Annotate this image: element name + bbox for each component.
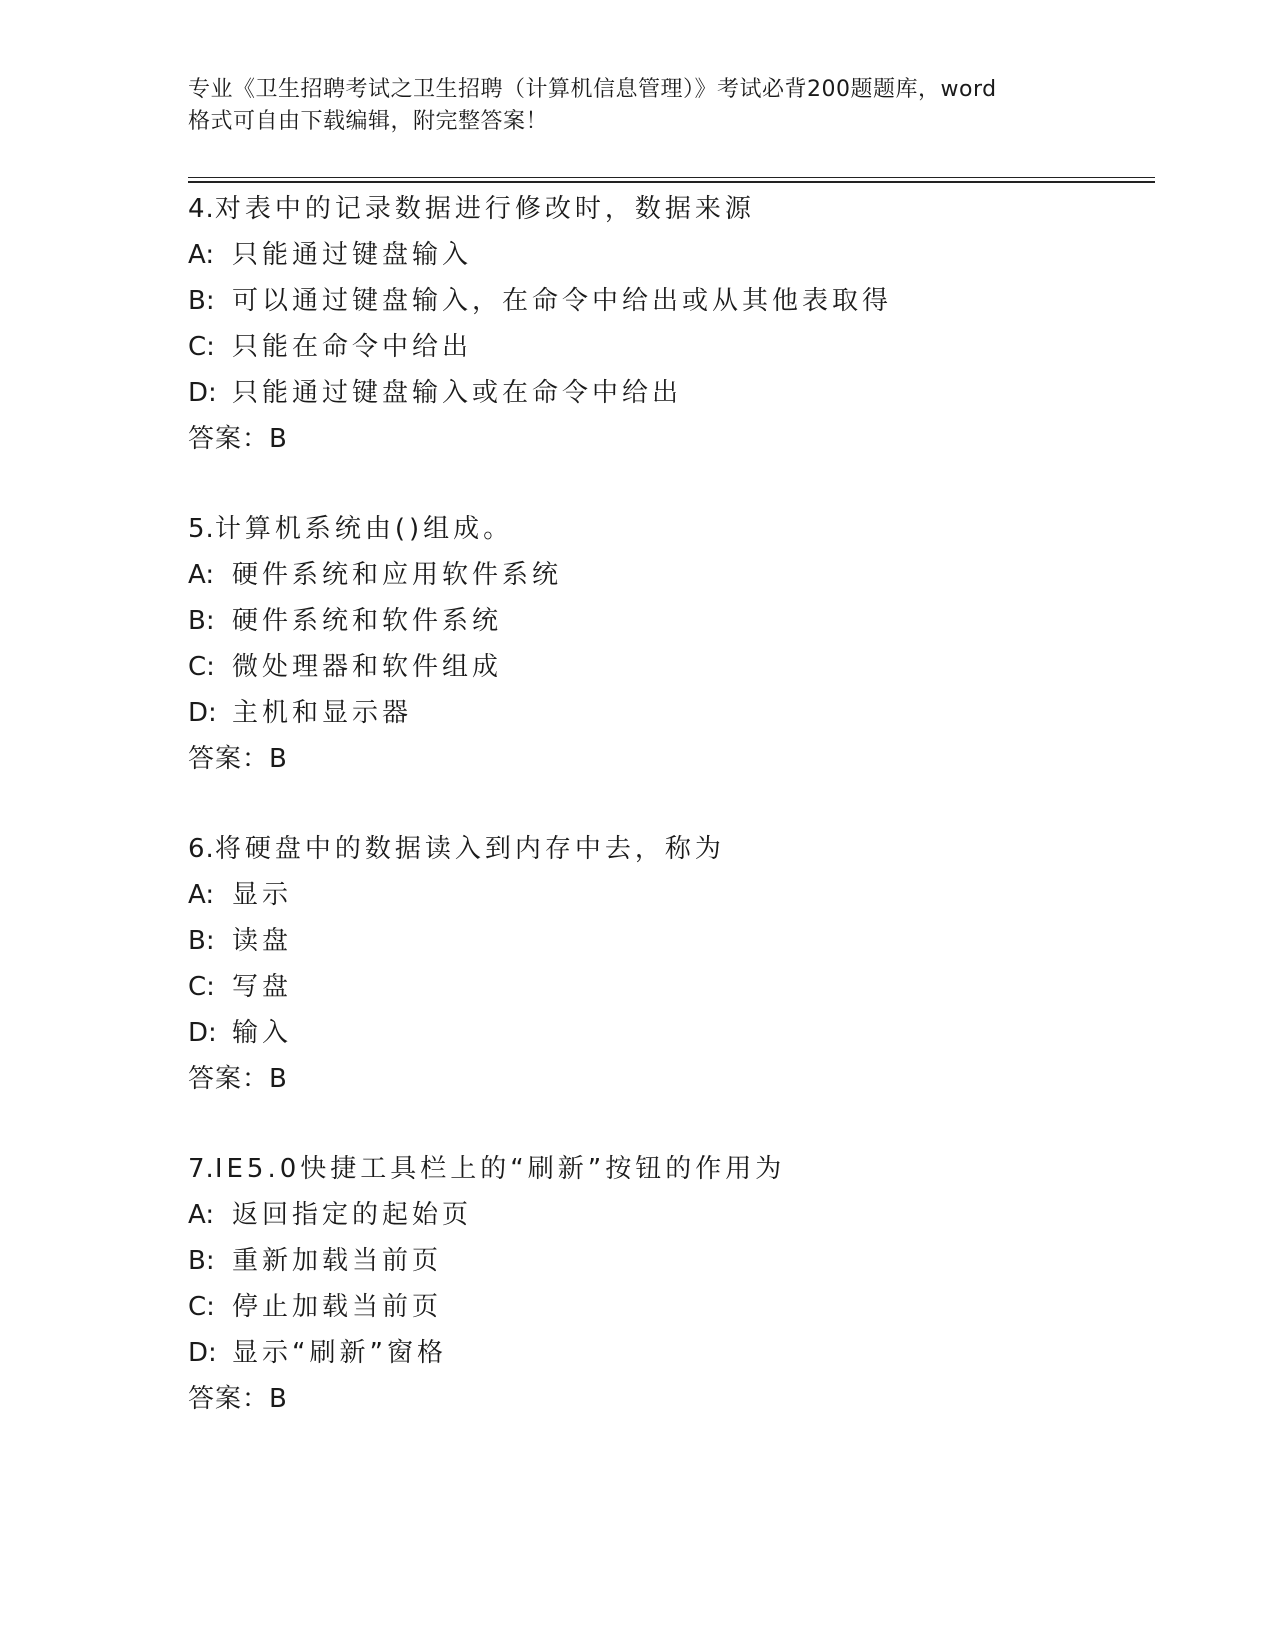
option-text: 返回指定的起始页 — [232, 1200, 473, 1230]
option-d — [188, 370, 1148, 416]
option-letter: A: — [188, 240, 215, 270]
question-item — [188, 186, 1148, 462]
option-letter: B: — [188, 1246, 215, 1276]
option-d — [188, 1010, 1148, 1056]
answer-line: 答案：B — [188, 424, 288, 454]
question-title — [188, 506, 1148, 552]
option-a — [188, 872, 1148, 918]
option-b — [188, 918, 1148, 964]
option-b — [188, 598, 1148, 644]
option-c — [188, 324, 1148, 370]
question-number: 5. — [188, 514, 215, 544]
option-letter: D: — [188, 698, 217, 728]
header-divider-thick — [188, 181, 1155, 183]
option-text: 硬件系统和应用软件系统 — [232, 560, 563, 590]
question-text: 将硬盘中的数据读入到内存中去，称为 — [214, 834, 725, 864]
answer-line: 答案：B — [188, 1384, 288, 1414]
option-text: 重新加载当前页 — [232, 1246, 443, 1276]
question-text: 对表中的记录数据进行修改时，数据来源 — [214, 194, 755, 224]
option-letter: D: — [188, 1018, 217, 1048]
option-text: 显示“刷新”窗格 — [232, 1338, 447, 1368]
option-letter: B: — [188, 606, 215, 636]
option-letter: B: — [188, 286, 215, 316]
option-c — [188, 1284, 1148, 1330]
header-line-2: 格式可自由下载编辑，附完整答案！ — [188, 109, 549, 134]
answer-line: 答案：B — [188, 744, 288, 774]
question-text: 计算机系统由()组成。 — [214, 514, 514, 544]
option-text: 可以通过键盘输入，在命令中给出或从其他表取得 — [232, 286, 893, 316]
header-line-1: 专业《卫生招聘考试之卫生招聘（计算机信息管理）》考试必背200题题库，word — [188, 77, 997, 102]
option-letter: B: — [188, 926, 215, 956]
option-text: 停止加载当前页 — [232, 1292, 443, 1322]
header-divider-thin — [188, 177, 1155, 178]
option-letter: C: — [188, 652, 215, 682]
option-d — [188, 690, 1148, 736]
option-text: 微处理器和软件组成 — [232, 652, 503, 682]
answer-line: 答案：B — [188, 1064, 288, 1094]
option-letter: A: — [188, 1200, 215, 1230]
option-letter: A: — [188, 560, 215, 590]
option-letter: C: — [188, 972, 215, 1002]
option-text: 主机和显示器 — [232, 698, 413, 728]
option-c — [188, 644, 1148, 690]
option-letter: C: — [188, 1292, 215, 1322]
option-c — [188, 964, 1148, 1010]
question-item — [188, 506, 1148, 782]
option-text: 写盘 — [232, 972, 293, 1002]
option-b — [188, 278, 1148, 324]
question-item — [188, 1146, 1148, 1422]
option-letter: D: — [188, 1338, 217, 1368]
question-text: IE5.0快捷工具栏上的“刷新”按钮的作用为 — [214, 1154, 786, 1184]
question-number: 6. — [188, 834, 215, 864]
option-text: 只能在命令中给出 — [232, 332, 473, 362]
option-a — [188, 232, 1148, 278]
option-text: 显示 — [232, 880, 293, 910]
question-item — [188, 826, 1148, 1102]
question-title — [188, 826, 1148, 872]
option-text: 硬件系统和软件系统 — [232, 606, 503, 636]
option-a — [188, 1192, 1148, 1238]
option-a — [188, 552, 1148, 598]
question-list — [188, 186, 1148, 1466]
option-d — [188, 1330, 1148, 1376]
option-b — [188, 1238, 1148, 1284]
option-text: 输入 — [232, 1018, 293, 1048]
option-text: 读盘 — [232, 926, 293, 956]
option-text: 只能通过键盘输入或在命令中给出 — [232, 378, 683, 408]
option-letter: A: — [188, 880, 215, 910]
question-number: 7. — [188, 1154, 215, 1184]
option-text: 只能通过键盘输入 — [232, 240, 473, 270]
question-title — [188, 1146, 1148, 1192]
question-number: 4. — [188, 194, 215, 224]
option-letter: C: — [188, 332, 215, 362]
option-letter: D: — [188, 378, 217, 408]
question-title — [188, 186, 1148, 232]
document-header — [188, 74, 1088, 138]
